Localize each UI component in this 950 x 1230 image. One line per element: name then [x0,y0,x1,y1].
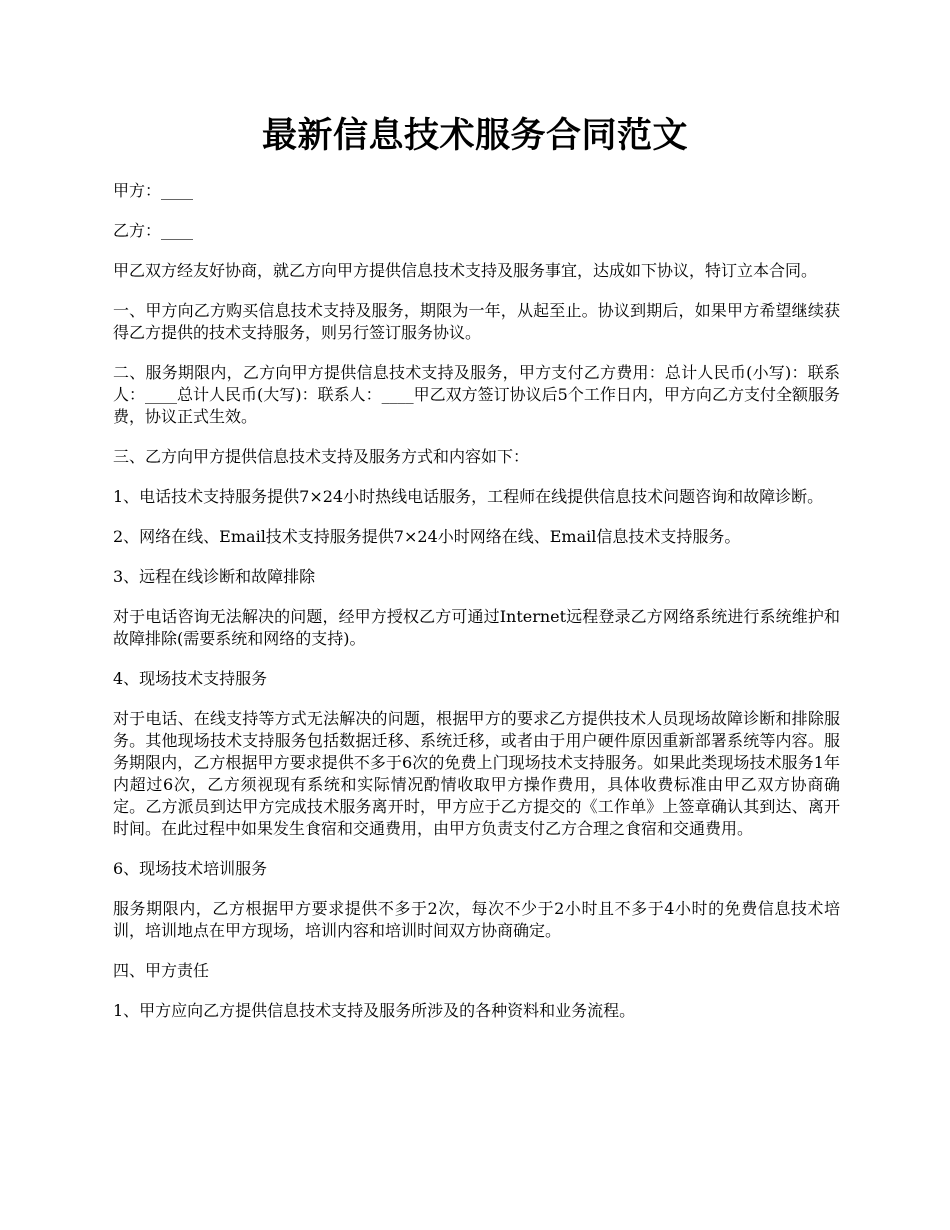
party-b-line: 乙方：____ [113,221,194,240]
item-6-paragraph: 服务期限内，乙方根据甲方要求提供不多于2次，每次不少于2小时且不多于4小时的免费信息技术培训，培训地点在甲方现场，培训内容和培训时间双方协商确定。 [113,899,840,940]
preamble-paragraph: 甲乙双方经友好协商，就乙方向甲方提供信息技术支持及服务事宜，达成如下协议，特订立本合同。 [113,261,818,280]
item-4-heading: 4、现场技术支持服务 [113,669,268,688]
clause-3-heading: 三、乙方向甲方提供信息技术支持及服务方式和内容如下： [113,447,530,466]
document-body [113,180,840,1040]
document-title: 最新信息技术服务合同范文 [261,115,688,156]
party-a-line: 甲方：____ [113,181,194,200]
clause-2-paragraph: 二、服务期限内，乙方向甲方提供信息技术支持及服务，甲方支付乙方费用：总计人民币(小写)：联系人：____总计人民币(大写)：联系人：____甲乙双方签订协议后5个工作日内，甲方向乙方支付全额服务费，协议正式生效。 [113,363,840,426]
item-2-paragraph: 2、网络在线、Email技术支持服务提供7×24小时网络在线、Email信息技术支持服务。 [113,527,741,546]
item-1-paragraph: 1、电话技术支持服务提供7×24小时热线电话服务，工程师在线提供信息技术问题咨询和故障诊断。 [113,487,824,506]
clause-4-item-1-paragraph: 1、甲方应向乙方提供信息技术支持及服务所涉及的各种资料和业务流程。 [113,1001,636,1020]
item-3-paragraph: 对于电话咨询无法解决的问题，经甲方授权乙方可通过Internet远程登录乙方网络系统进行系统维护和故障排除(需要系统和网络的支持)。 [113,607,840,648]
item-6-heading: 6、现场技术培训服务 [113,859,268,878]
item-4-paragraph: 对于电话、在线支持等方式无法解决的问题，根据甲方的要求乙方提供技术人员现场故障诊断和排除服务。其他现场技术支持服务包括数据迁移、系统迁移，或者由于用户硬件原因重新部署系统等内容。服务期限内，乙方根据甲方要求提供不多于6次的免费上门现场技术支持服务。如果此类现场技术服务1年内超过6次，乙方须视现有系统和实际情况酌情收取甲方操作费用，具体收费标准由甲乙双方协商确定。乙方派员到达甲方完成技术服务离开时，甲方应于乙方提交的《工作单》上签章确认其到达、离开时间。在此过程中如果发生食宿和交通费用，由甲方负责支付乙方合理之食宿和交通费用。 [113,709,840,838]
clause-4-heading: 四、甲方责任 [113,961,210,980]
clause-1-paragraph: 一、甲方向乙方购买信息技术支持及服务，期限为一年，从起至止。协议到期后，如果甲方希望继续获得乙方提供的技术支持服务，则另行签订服务协议。 [113,301,840,342]
item-3-heading: 3、远程在线诊断和故障排除 [113,567,316,586]
